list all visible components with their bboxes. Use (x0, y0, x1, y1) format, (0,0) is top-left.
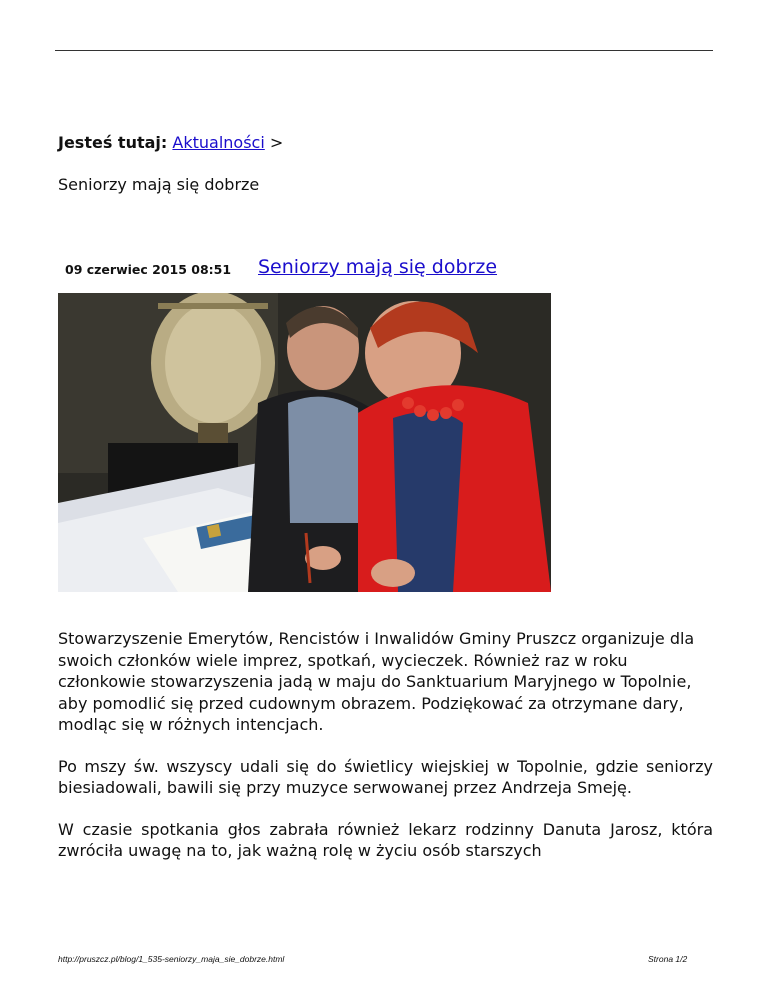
breadcrumb-link-aktualnosci[interactable]: Aktualności (172, 133, 265, 152)
page-title: Seniorzy mają się dobrze (58, 175, 260, 194)
footer-page-number: Strona 1/2 (648, 954, 688, 964)
article-body (58, 628, 713, 882)
article-photo (58, 293, 551, 592)
footer-url: http://pruszcz.pl/blog/1_535-seniorzy_maja_sie_dobrze.html (58, 954, 285, 964)
breadcrumb-separator: > (269, 133, 284, 152)
photo-illustration (58, 293, 551, 592)
article-paragraph: W czasie spotkania głos zabrała również lekarz rodzinny Danuta Jarosz, która zwróciła uwagę na to, jak ważną rolę w życiu osób starszych (58, 819, 713, 860)
article-title-link[interactable]: Seniorzy mają się dobrze (258, 256, 498, 278)
breadcrumb-prefix: Jesteś tutaj: (58, 133, 168, 152)
breadcrumb (58, 133, 283, 152)
article-paragraph: Stowarzyszenie Emerytów, Rencistów i Inwalidów Gminy Pruszcz organizuje dla swoich członków wiele imprez, spotkań, wycieczek. Również raz w roku członkowie stowarzyszenia jadą w maju do Sanktuarium Maryjnego w Topolnie, aby pomodlić się przed cudownym obrazem. Podziękować za otrzymane dary, modląc się w różnych intencjach. (58, 629, 695, 734)
article-date: 09 czerwiec 2015 08:51 (65, 262, 232, 277)
article-paragraph: Po mszy św. wszyscy udali się do świetlicy wiejskiej w Topolnie, gdzie seniorzy biesiadowali, bawili się przy muzyce serwowanej przez Andrzeja Smeję. (58, 756, 713, 797)
header-rule (55, 50, 713, 51)
